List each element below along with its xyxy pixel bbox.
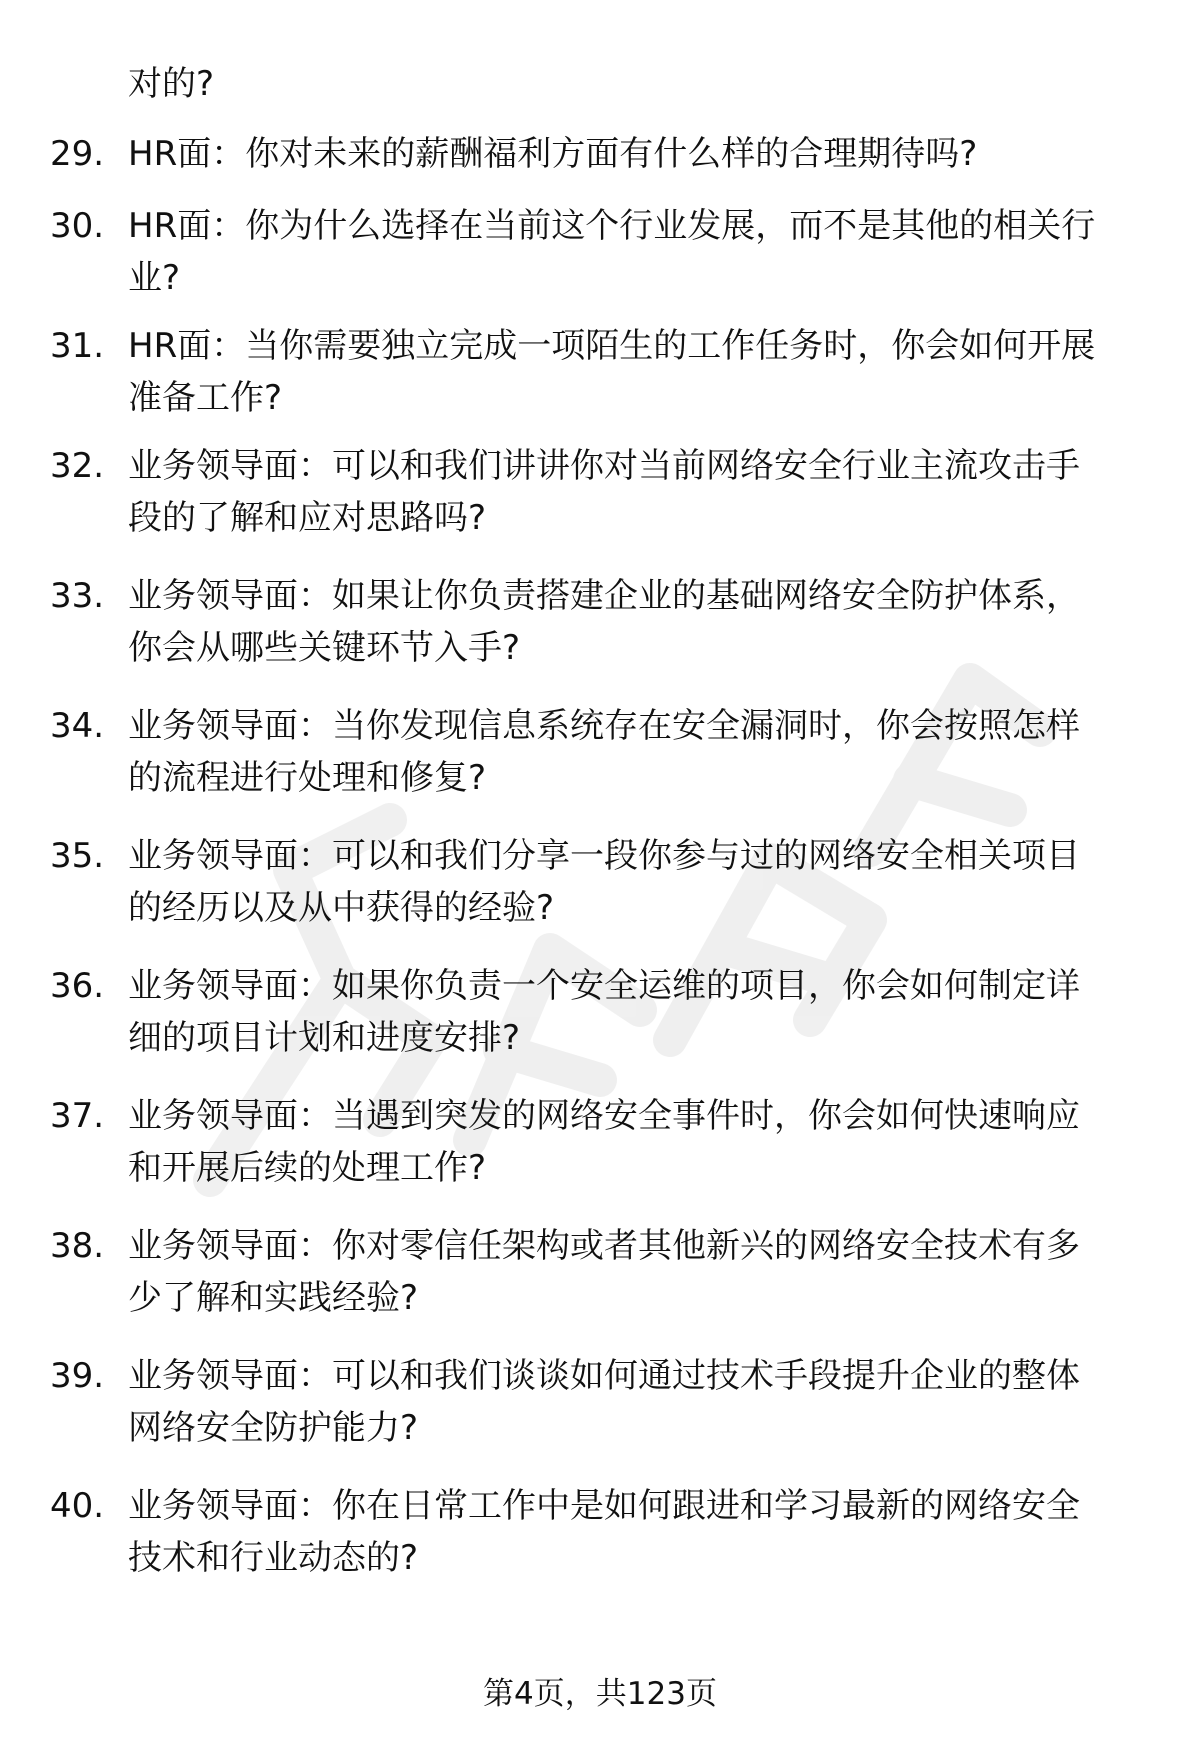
question-text-line2: 和开展后续的处理工作? (128, 1148, 487, 1188)
continuation-line: 对的? (128, 64, 215, 104)
question-text-line2: 业? (128, 258, 181, 298)
question-number: 34. (50, 706, 105, 746)
question-number: 31. (50, 326, 105, 366)
question-text-line2: 网络安全防护能力? (128, 1408, 419, 1448)
question-text-line2: 你会从哪些关键环节入手? (128, 628, 521, 668)
question-number: 35. (50, 836, 105, 876)
question-text-line2: 的流程进行处理和修复? (128, 758, 487, 798)
question-text-line1: 业务领导面：当遇到突发的网络安全事件时，你会如何快速响应 (128, 1096, 1080, 1136)
question-text-line2: 细的项目计划和进度安排? (128, 1018, 521, 1058)
question-text-line1: 业务领导面：如果你负责一个安全运维的项目，你会如何制定详 (128, 966, 1080, 1006)
question-text: HR面：你对未来的薪酬福利方面有什么样的合理期待吗? (128, 134, 978, 174)
question-text-line2: 段的了解和应对思路吗? (128, 498, 487, 538)
question-text-line2: 技术和行业动态的? (128, 1538, 419, 1578)
question-text-line1: 业务领导面：当你发现信息系统存在安全漏洞时，你会按照怎样 (128, 706, 1080, 746)
question-number: 30. (50, 206, 105, 246)
question-text-line1: HR面：你为什么选择在当前这个行业发展，而不是其他的相关行 (128, 206, 1096, 246)
question-number: 36. (50, 966, 105, 1006)
question-number: 40. (50, 1486, 105, 1526)
question-text-line1: 业务领导面：可以和我们谈谈如何通过技术手段提升企业的整体 (128, 1356, 1080, 1396)
question-number: 38. (50, 1226, 105, 1266)
question-number: 37. (50, 1096, 105, 1136)
question-text-line1: 业务领导面：你对零信任架构或者其他新兴的网络安全技术有多 (128, 1226, 1080, 1266)
question-text-line1: 业务领导面：可以和我们分享一段你参与过的网络安全相关项目 (128, 836, 1080, 876)
question-text-line1: HR面：当你需要独立完成一项陌生的工作任务时，你会如何开展 (128, 326, 1096, 366)
question-text-line2: 的经历以及从中获得的经验? (128, 888, 555, 928)
question-number: 39. (50, 1356, 105, 1396)
page-footer: 第4页，共123页 (483, 1676, 717, 1712)
question-text-line1: 业务领导面：你在日常工作中是如何跟进和学习最新的网络安全 (128, 1486, 1080, 1526)
question-text-line2: 准备工作? (128, 378, 283, 418)
question-number: 33. (50, 576, 105, 616)
question-text-line1: 业务领导面：可以和我们讲讲你对当前网络安全行业主流攻击手 (128, 446, 1080, 486)
question-number: 29. (50, 134, 105, 174)
question-number: 32. (50, 446, 105, 486)
question-text-line2: 少了解和实践经验? (128, 1278, 419, 1318)
question-text-line1: 业务领导面：如果让你负责搭建企业的基础网络安全防护体系， (128, 576, 1080, 616)
